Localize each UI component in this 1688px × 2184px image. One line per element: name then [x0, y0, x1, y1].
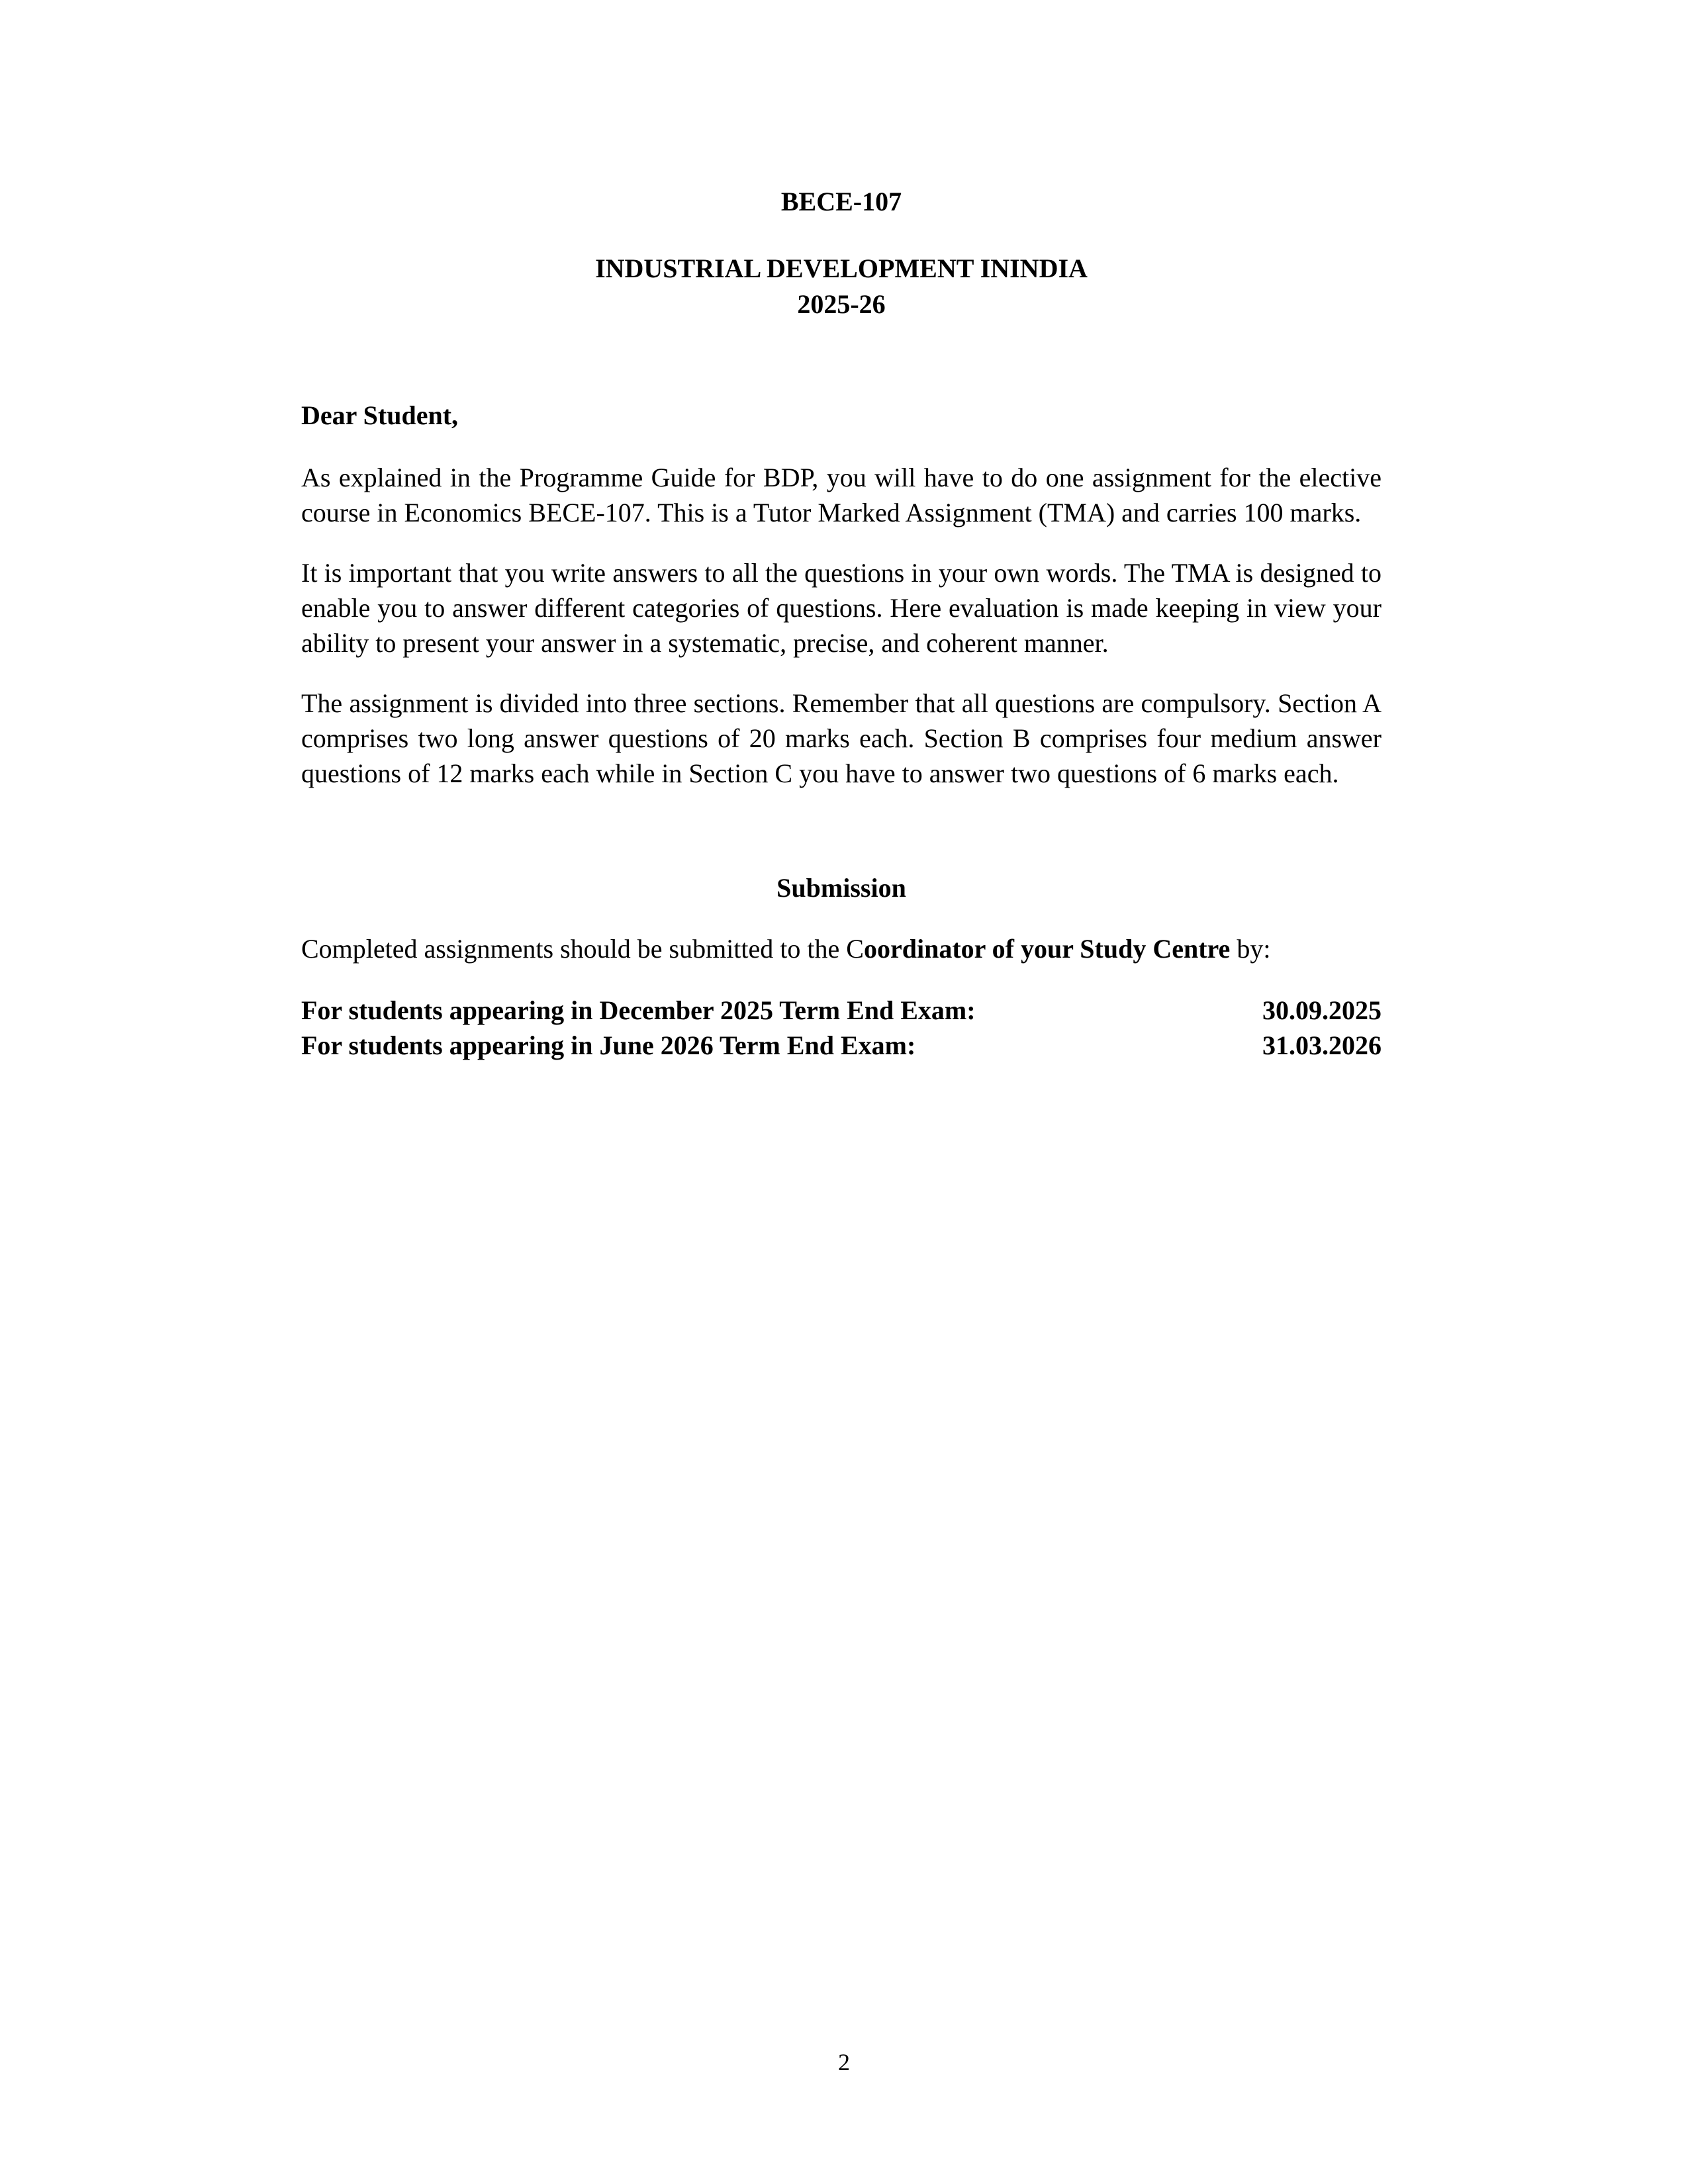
- page-content: [301, 0, 1382, 1063]
- intro-paragraph-3: The assignment is divided into three sections. Remember that all questions are compulsory. Section A comprises two long answer questions of 20 marks each. Section B comprises four medium answer questions of 12 marks each while in Section C you have to answer two questions of 6 marks each.: [301, 688, 1382, 788]
- deadline-list: [301, 966, 1382, 1063]
- page-number: 2: [838, 2049, 850, 2075]
- submission-instruction-part2: by:: [1230, 934, 1271, 964]
- deadline-date-june: 31.03.2026: [1262, 1030, 1382, 1060]
- submission-coordinator-emphasis: oordinator of your Study Centre: [863, 934, 1231, 964]
- salutation: Dear Student,: [301, 400, 459, 430]
- title-block: [301, 0, 1382, 320]
- deadline-row-december: [301, 993, 1382, 1028]
- intro-paragraph-1: As explained in the Programme Guide for BDP, you will have to do one assignment for the elective course in Economics BECE-107. This is a Tutor Marked Assignment (TMA) and carries 100 marks.: [301, 463, 1382, 527]
- submission-heading: Submission: [776, 873, 906, 903]
- deadline-row-june: [301, 1028, 1382, 1063]
- course-title: INDUSTRIAL DEVELOPMENT ININDIA: [595, 253, 1088, 283]
- intro-paragraph-2: It is important that you write answers to all the questions in your own words. The TMA is designed to enable you to answer different categories of questions. Here evaluation is made keeping in view your ability to present your answer in a systematic, precise, and coherent manner.: [301, 558, 1382, 658]
- submission-instruction: [301, 903, 1382, 966]
- submission-instruction-part1: Completed assignments should be submitted to the C: [301, 934, 864, 964]
- deadline-label-december: For students appearing in December 2025 Term End Exam:: [301, 995, 976, 1025]
- session-year: 2025-26: [797, 289, 886, 319]
- deadline-label-june: For students appearing in June 2026 Term End Exam:: [301, 1030, 916, 1060]
- course-code: BECE-107: [780, 187, 902, 216]
- deadline-date-december: 30.09.2025: [1262, 995, 1382, 1025]
